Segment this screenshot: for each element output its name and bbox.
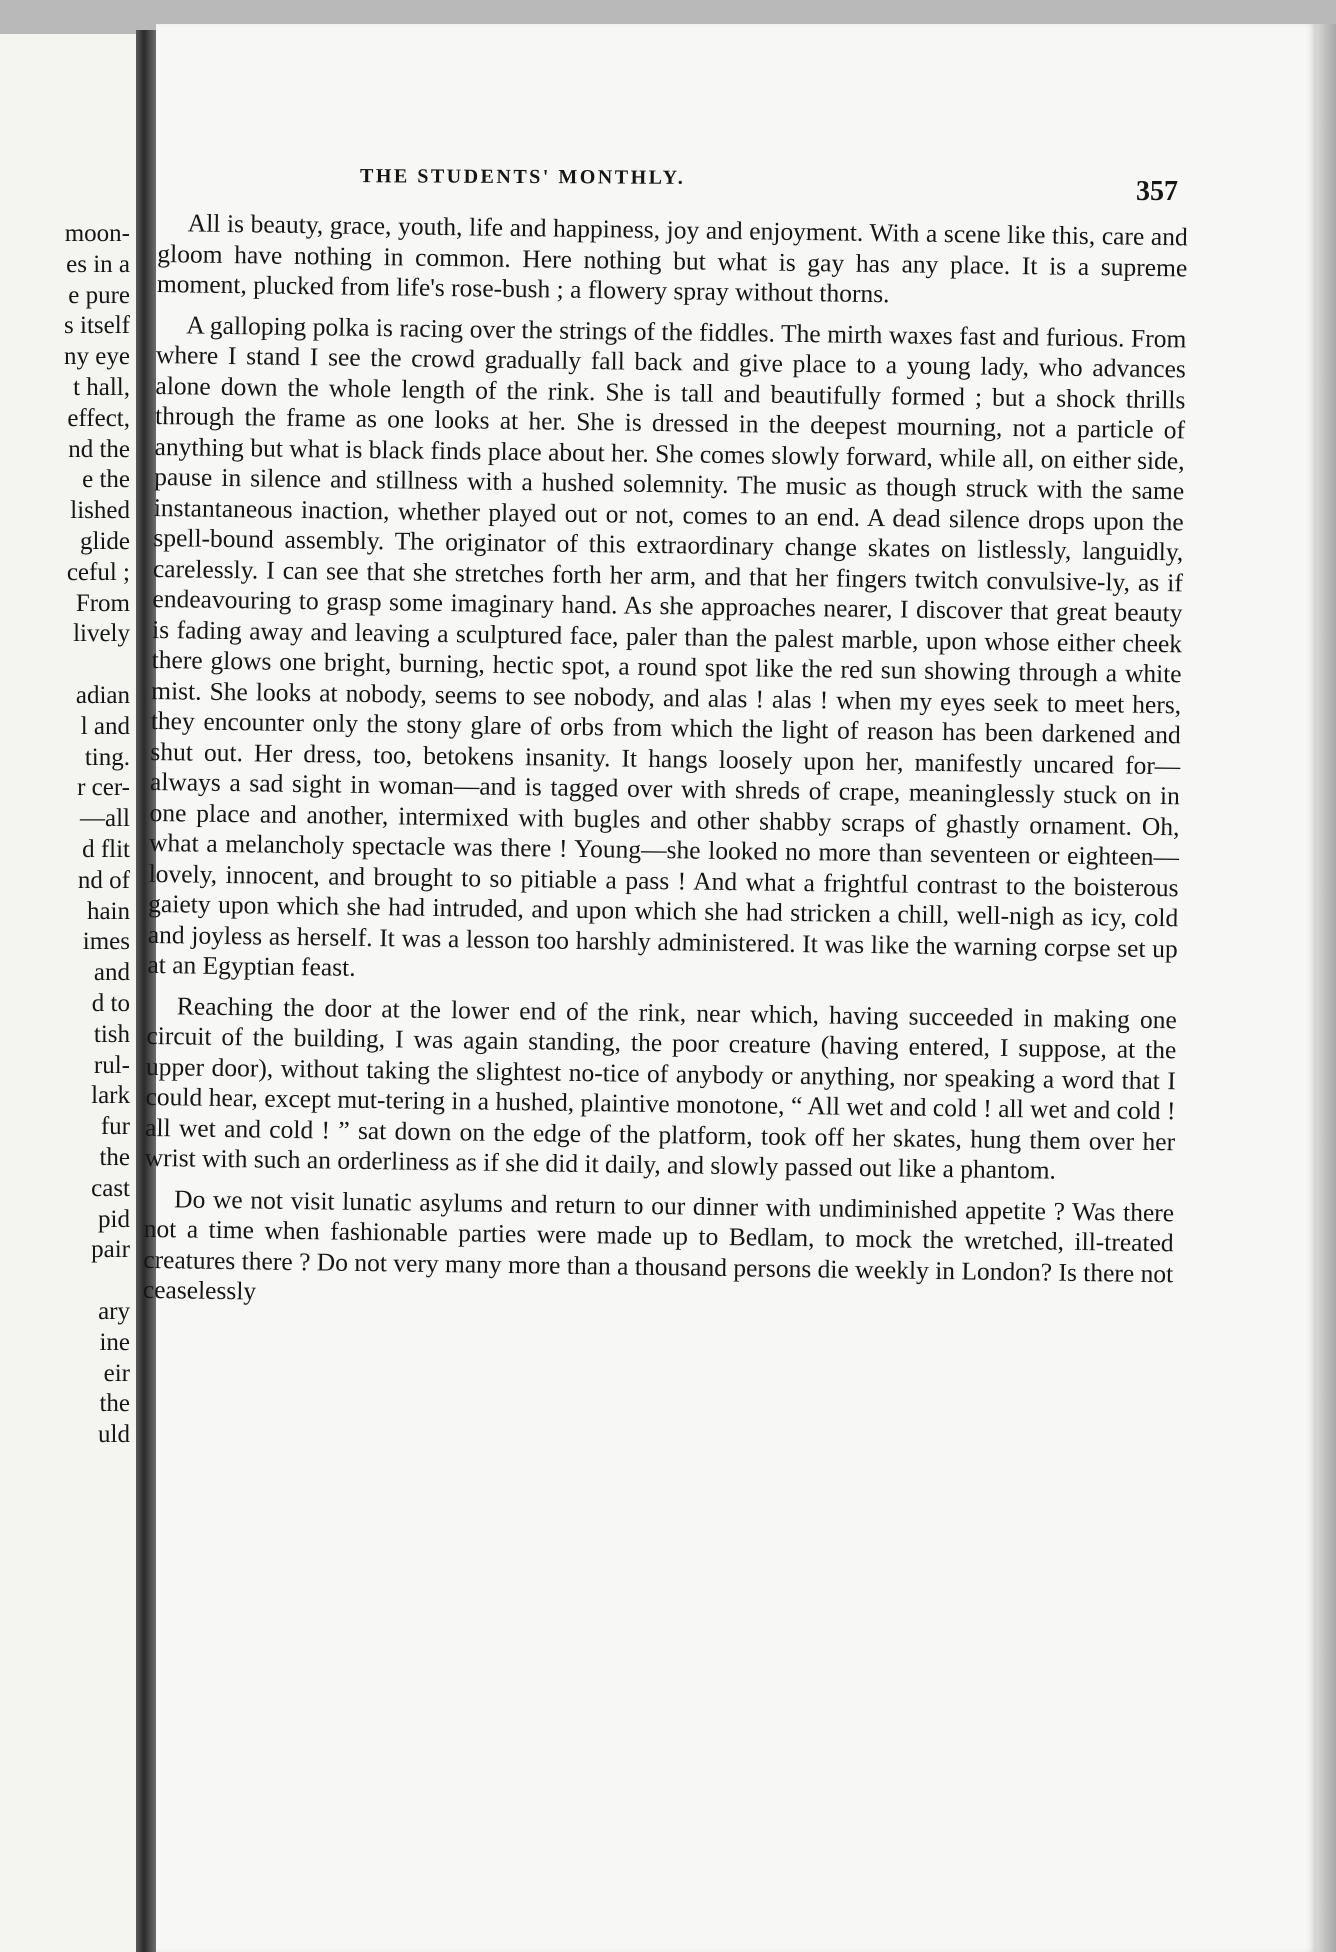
left-page-text-fragment: uld	[98, 1421, 130, 1449]
left-page-text-fragment: lark	[91, 1082, 130, 1110]
left-page-text-fragment: the	[99, 1144, 130, 1171]
left-page-text-fragment: lively	[73, 620, 130, 648]
left-page-text-fragment: From	[75, 589, 130, 617]
running-head: THE STUDENTS' MONTHLY.	[359, 165, 686, 189]
paragraph: All is beauty, grace, youth, life and happiness, joy and enjoyment. With a scene like this, care and gloom have nothing in common. Here nothing but what is gay has any place. It is a supreme moment, plucked from life's rose-bush ; a flowery spray without thorns.	[156, 208, 1188, 309]
left-page-text-fragment: d flit	[82, 836, 130, 863]
paragraph: Do we not visit lunatic asylums and return to our dinner with undiminished appetite ? Was there not a time when fashionable parties were made up to Bedlam, to mock the wretched, ill-treated creatures there ? Do not very many more than a thousand persons die weekly in London? Is there not ceaselessly	[142, 1183, 1175, 1306]
left-page-text-fragment: r cer-	[77, 774, 130, 802]
body-text	[143, 208, 1188, 1320]
paragraph: A galloping polka is racing over the strings of the fiddles. The mirth waxes fast and furious. From where I stand I see the crowd gradually fall back and give place to a young lady, who advances alone down the whole length of the rink. She is tall and beautifully formed ; but a shock thrills through the frame as one looks at her. She is dressed in the deepest mourning, not a particle of anything but what is black finds place about her. She comes slowly forward, while all, on either side, pause in silence and stillness with a hushed solemnity. The music as though struck with the same instantaneous inaction, whether played out or not, comes to an end. A dead silence drops upon the spell-bound assembly. The originator of this extraordinary change skates on listlessly, languidly, carelessly. I can see that she stretches forth her arm, and that her fingers twitch convulsive-ly, as if endeavouring to grasp some imaginary hand. As she approaches nearer, I discover that great beauty is fading away and leaving a sculptured face, paler than the palest marble, upon whose either cheek there glows one bright, burning, hectic spot, a round spot like the red sun showing through a white mist. She looks at nobody, seems to see nobody, and alas ! alas ! when my eyes seek to meet hers, they encounter only the stony glare of orbs from which the light of reason has been darkened and shut out. Her dress, too, betokens insanity. It hangs loosely upon her, manifestly uncared for—always a sad sight in woman—and is tagged over with shreds of crape, meaninglessly stuck on in one place and another, intermixed with bugles and other shabby scraps of ghastly ornament. Oh, what a melancholy spectacle was there ! Young—she looked no more than seventeen or eighteen—lovely, innocent, and brought to so pitiable a pass ! And what a frightful contrast to the boisterous gaiety upon which she had intruded, and upon which she had stricken a chill, well-nigh as icy, cold and joyless as herself. It was a lesson too harshly administered. It was like the warning corpse set up at an Egyptian feast.	[147, 309, 1187, 982]
left-page-text-fragment: lished	[70, 497, 130, 525]
paragraph: Reaching the door at the lower end of the rink, near which, having succeeded in making one circuit of the building, I was again standing, the poor creature (having entered, I suppose, at the upper door), without taking the slightest no-tice of anybody or anything, nor speaking a word that I could hear, except mut-tering in a hushed, plaintive monotone, “ All wet and cold ! all wet and cold ! all wet and cold ! ” sat down on the edge of the platform, took off her skates, hung them over her wrist with such an orderliness as if she did it daily, and slowly passed out like a phantom.	[144, 990, 1177, 1185]
left-page-text-fragment: cast	[91, 1174, 130, 1202]
left-page-text-fragment: hain	[86, 897, 130, 925]
left-page-text-fragment: imes	[82, 928, 130, 956]
page-number: 357	[1136, 176, 1178, 207]
left-page-text-fragment: rul-	[93, 1051, 130, 1079]
left-page-text-fragment: ary	[98, 1298, 130, 1325]
left-page-text-fragment: tish	[93, 1020, 130, 1048]
left-page-text-fragment: the	[99, 1390, 130, 1418]
left-page-text-fragment: ine	[99, 1328, 130, 1356]
left-page-text-fragment: d to	[91, 990, 130, 1017]
left-page-text-fragment: ting.	[84, 743, 130, 771]
left-page-text-fragment: es in a	[66, 250, 130, 278]
left-page-text-fragment: e pure	[68, 281, 130, 309]
left-facing-page	[0, 34, 137, 1952]
left-page-text-fragment: nd the	[68, 435, 130, 463]
left-page-text-fragment: nd of	[77, 866, 130, 894]
left-page-text-fragment: eir	[103, 1359, 130, 1387]
left-page-text-fragment: ceful ;	[66, 558, 130, 586]
left-page-text-fragment: effect,	[67, 404, 130, 432]
left-page-text-fragment: e the	[82, 466, 130, 494]
left-page-text-fragment: s itself	[64, 312, 130, 340]
left-page-text-fragment: pid	[98, 1205, 130, 1233]
left-page-text-fragment: glide	[80, 528, 130, 555]
left-page-text-fragment: adian	[75, 682, 130, 709]
left-page-text-fragment: fur	[100, 1113, 130, 1141]
page-edge	[1316, 24, 1336, 1952]
left-page-text-fragment: moon-	[64, 220, 130, 247]
left-page-text-fragment: pair	[91, 1236, 130, 1264]
left-page-text-fragment: and	[93, 959, 130, 987]
left-page-text-fragment: —all	[80, 805, 130, 833]
left-page-text-fragment: t hall,	[73, 374, 130, 401]
left-page-text-fragment: l and	[80, 712, 130, 740]
left-page-text-fragment: ny eye	[64, 343, 130, 371]
